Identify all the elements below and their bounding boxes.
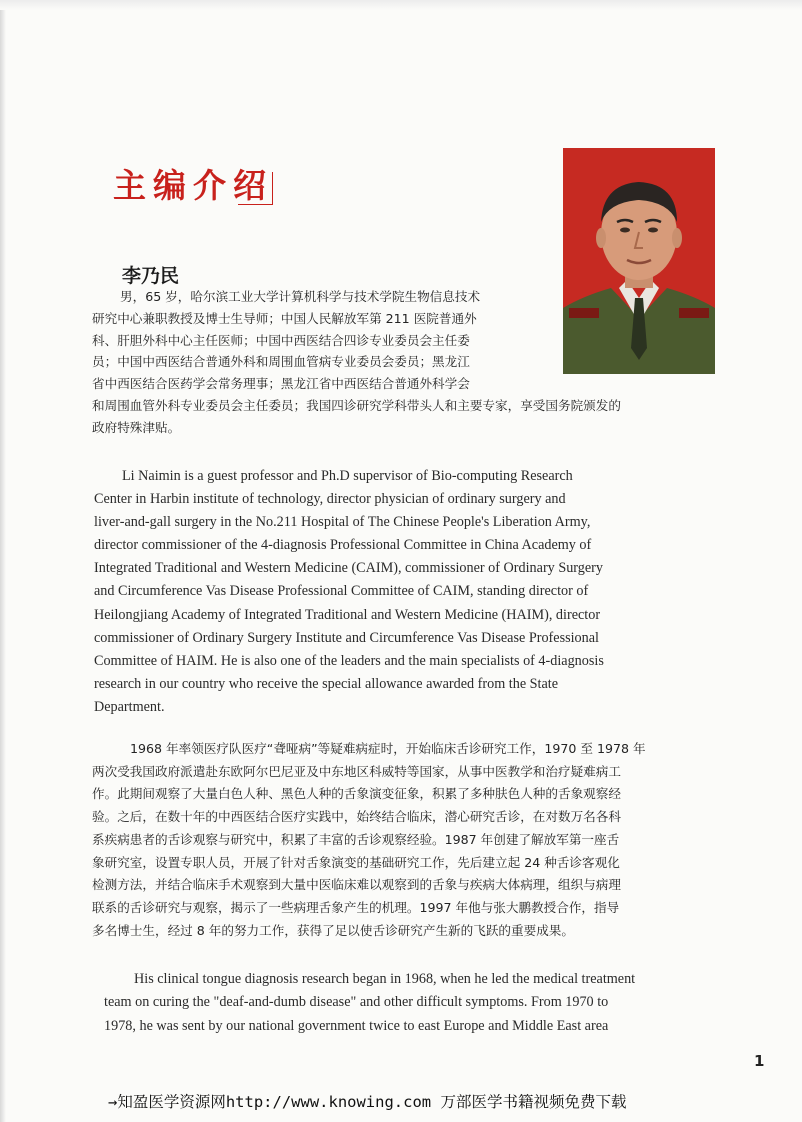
bio-cn-line: 政府特殊津贴。 — [92, 419, 181, 435]
research-english-paragraph — [104, 968, 635, 1038]
page-top-edge — [0, 0, 802, 10]
bio-chinese-paragraph — [92, 286, 621, 439]
research-en-line: 1978, he was sent by our national government twice to east Europe and Middle East area — [104, 1017, 609, 1034]
bio-cn-line: 省中西医结合医药学会常务理事；黑龙江省中西医结合普通外科学会 — [92, 376, 470, 392]
research-cn-line: 作。此期间观察了大量白色人种、黑色人种的舌象演变征象，积累了多种肤色人种的舌象观察经 — [92, 786, 621, 802]
bio-cn-line: 男，65 岁，哈尔滨工业大学计算机科学与技术学院生物信息技术 — [120, 289, 481, 304]
research-cn-line: 检测方法，并结合临床手术观察到大量中医临床难以观察到的舌象与疾病大体病理，组织与病理 — [92, 877, 621, 893]
bio-cn-line: 员；中国中西医结合普通外科和周围血管病专业委员会委员；黑龙江 — [92, 354, 470, 370]
research-cn-line: 多名博士生，经过 8 年的努力工作，获得了足以使舌诊研究产生新的飞跃的重要成果。 — [92, 922, 574, 938]
page-number: 1 — [754, 1052, 765, 1070]
research-cn-line: 验。之后，在数十年的中西医结合医疗实践中，始终结合临床，潜心研究舌诊，在对数万名各科 — [92, 809, 621, 825]
bio-en-line: Integrated Traditional and Western Medicine (CAIM), commissioner of Ordinary Surgery — [94, 560, 603, 577]
bio-en-line: Center in Harbin institute of technology, director physician of ordinary surgery and — [94, 491, 566, 508]
bio-cn-line: 研究中心兼职教授及博士生导师；中国人民解放军第 211 医院普通外 — [92, 310, 477, 326]
research-cn-line: 联系的舌诊研究与观察，揭示了一些病理舌象产生的机理。1997 年他与张大鹏教授合作，指导 — [92, 899, 620, 915]
bio-en-line: Committee of HAIM. He is also one of the leaders and the main specialists of 4-diagnosis — [94, 652, 604, 669]
bio-english-paragraph — [94, 465, 604, 719]
research-cn-line: 1968 年率领医疗队医疗“聋哑病”等疑难病症时，开始临床舌诊研究工作，1970 至 1978 年 — [130, 741, 646, 756]
bio-en-line: and Circumference Vas Disease Professional Committee of CAIM, standing director of — [94, 583, 589, 600]
bio-en-line: research in our country who receive the special allowance awarded from the State — [94, 675, 559, 692]
section-title: 主编介绍 — [113, 166, 273, 205]
research-cn-line: 象研究室，设置专职人员，开展了针对舌象演变的基础研究工作，先后建立起 24 种舌诊客观化 — [92, 854, 620, 870]
bio-en-line: liver-and-gall surgery in the No.211 Hospital of The Chinese People's Liberation Army, — [94, 514, 591, 531]
research-chinese-paragraph — [92, 738, 646, 942]
bio-en-line: Li Naimin is a guest professor and Ph.D supervisor of Bio-computing Research — [122, 468, 573, 484]
bio-en-line: Heilongjiang Academy of Integrated Traditional and Western Medicine (HAIM), director — [94, 606, 601, 623]
editor-name: 李乃民 — [122, 265, 180, 287]
bio-cn-line: 科、肝胆外科中心主任医师；中国中西医结合四诊专业委员会主任委 — [92, 332, 470, 348]
page-shadow-edge — [0, 0, 6, 1122]
bio-en-line: commissioner of Ordinary Surgery Institute and Circumference Vas Disease Professional — [94, 629, 599, 646]
bio-en-line: Department. — [94, 698, 165, 715]
research-en-line: His clinical tongue diagnosis research began in 1968, when he led the medical treatment — [134, 971, 636, 987]
research-cn-line: 两次受我国政府派遣赴东欧阿尔巴尼亚及中东地区科威特等国家，从事中医教学和治疗疑难病工 — [92, 763, 621, 779]
bio-cn-line: 和周围血管外科专业委员会主任委员；我国四诊研究学科带头人和主要专家，享受国务院颁发的 — [92, 397, 621, 413]
bio-en-line: director commissioner of the 4-diagnosis Professional Committee in China Academy of — [94, 537, 592, 554]
watermark-footer-link[interactable]: →知盈医学资源网http://www.knowing.com 万部医学书籍视频免费下载 — [108, 1093, 627, 1111]
research-cn-line: 系疾病患者的舌诊观察与研究中，积累了丰富的舌诊观察经验。1987 年创建了解放军第一座舌 — [92, 831, 620, 847]
research-en-line: team on curing the "deaf-and-dumb disease" and other difficult symptoms. From 1970 to — [104, 994, 609, 1011]
title-bracket-decoration — [238, 172, 273, 205]
